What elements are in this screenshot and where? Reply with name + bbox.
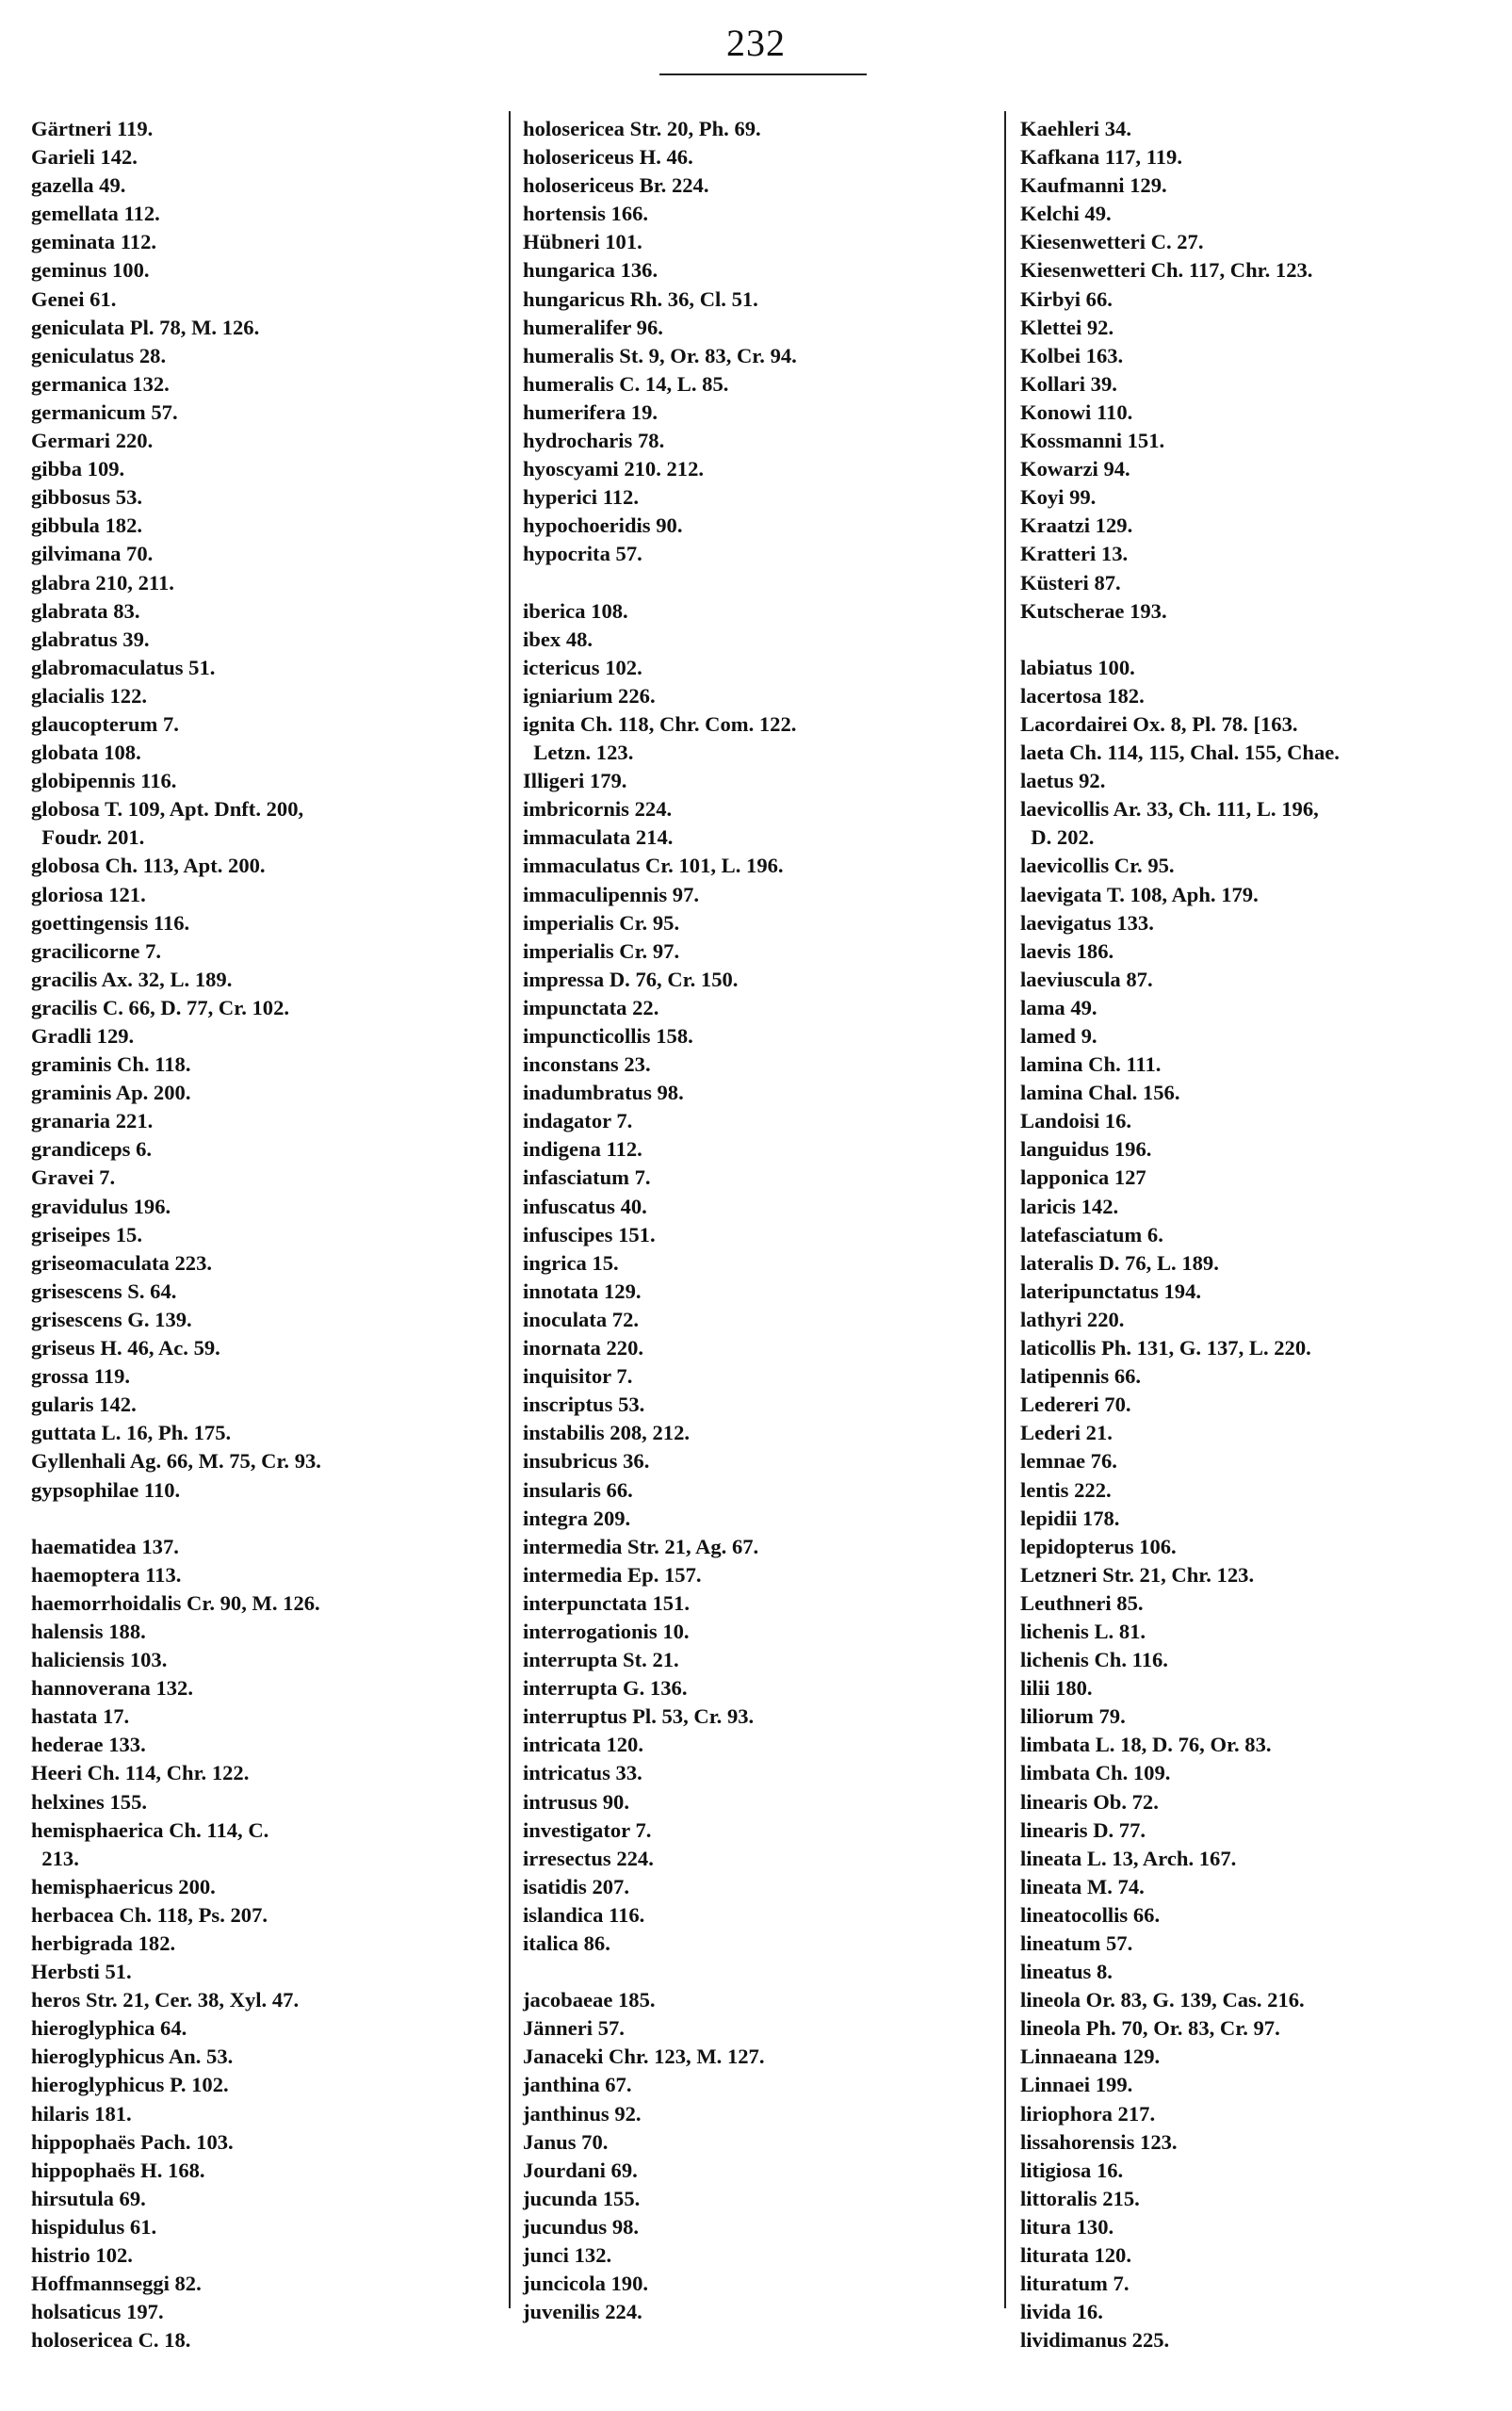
index-entry: inadumbratus 98. xyxy=(523,1081,684,1105)
index-entry: lepidopterus 106. xyxy=(1020,1534,1177,1558)
index-entry: Kossmanni 151. xyxy=(1020,429,1165,453)
index-entry: lateripunctatus 194. xyxy=(1020,1279,1202,1303)
index-entry: imbricornis 224. xyxy=(523,797,673,822)
index-entry: hemisphaerica Ch. 114, C. xyxy=(31,1817,269,1842)
index-entry: lilii 180. xyxy=(1020,1676,1093,1701)
index-entry: haemorrhoidalis Cr. 90, M. 126. xyxy=(31,1590,320,1615)
index-entry: insubricus 36. xyxy=(523,1449,650,1474)
index-entry: islandica 116. xyxy=(523,1902,645,1927)
index-entry: intermedia Ep. 157. xyxy=(523,1562,702,1587)
index-entry: igniarium 226. xyxy=(523,683,656,708)
index-entry: glabratus 39. xyxy=(31,627,150,651)
index-entry: globipennis 116. xyxy=(31,769,177,793)
index-entry: hispidulus 61. xyxy=(31,2214,157,2239)
index-entry: glabra 210, 211. xyxy=(31,570,174,595)
index-entry: lineata M. 74. xyxy=(1020,1874,1145,1898)
index-entry: juncicola 190. xyxy=(523,2272,649,2296)
index-spacer xyxy=(523,569,989,597)
index-entry: laeta Ch. 114, 115, Chal. 155, Chae. xyxy=(1020,741,1340,765)
index-entry: hieroglyphicus P. 102. xyxy=(31,2073,229,2097)
index-entry: Küsteri 87. xyxy=(1020,570,1121,595)
index-entry: instabilis 208, 212. xyxy=(523,1421,691,1445)
index-entry: geniculata Pl. 78, M. 126. xyxy=(31,315,260,339)
index-entry: intricata 120. xyxy=(523,1733,644,1757)
index-entry: laevicollis Ar. 33, Ch. 111, L. 196, xyxy=(1020,797,1319,822)
index-entry: hyoscyami 210. 212. xyxy=(523,457,705,481)
index-entry: Linnaei 199. xyxy=(1020,2073,1133,2097)
index-entry: Kafkana 117, 119. xyxy=(1020,145,1183,170)
index-entry: immaculata 214. xyxy=(523,825,674,850)
index-entry: germanicum 57. xyxy=(31,399,178,424)
index-entry: imperialis Cr. 97. xyxy=(523,938,680,963)
index-entry: graminis Ch. 118. xyxy=(31,1052,191,1077)
index-entry: holosericeus H. 46. xyxy=(523,145,693,170)
index-entry: grandiceps 6. xyxy=(31,1137,153,1162)
index-entry: herbacea Ch. 118, Ps. 207. xyxy=(31,1902,268,1927)
index-entry: lepidii 178. xyxy=(1020,1506,1120,1530)
index-entry: investigator 7. xyxy=(523,1817,652,1842)
index-entry: grossa 119. xyxy=(31,1364,131,1389)
index-entry: laticollis Ph. 131, G. 137, L. 220. xyxy=(1020,1336,1311,1360)
index-entry: globosa T. 109, Apt. Dnft. 200, xyxy=(31,797,304,822)
index-entry: griseomaculata 223. xyxy=(31,1250,213,1275)
index-entry: Lederi 21. xyxy=(1020,1421,1113,1445)
index-entry: guttata L. 16, Ph. 175. xyxy=(31,1421,232,1445)
index-entry: hyperici 112. xyxy=(523,485,640,510)
index-entry: Kiesenwetteri Ch. 117, Chr. 123. xyxy=(1020,258,1313,283)
index-entry: lapponica 127 xyxy=(1020,1165,1146,1190)
index-entry: laevigata T. 108, Aph. 179. xyxy=(1020,882,1259,906)
index-entry: jacobaeae 185. xyxy=(523,1988,656,2012)
index-entry: interrupta G. 136. xyxy=(523,1676,688,1701)
index-entry: inquisitor 7. xyxy=(523,1364,633,1389)
index-entry: haemoptera 113. xyxy=(31,1562,182,1587)
index-entry: lineola Ph. 70, Or. 83, Cr. 97. xyxy=(1020,2016,1280,2041)
index-entry: intermedia Str. 21, Ag. 67. xyxy=(523,1534,759,1558)
index-entry: italica 86. xyxy=(523,1931,610,1955)
index-entry: Garieli 142. xyxy=(31,145,138,170)
index-entry: iberica 108. xyxy=(523,598,628,623)
index-entry: ingrica 15. xyxy=(523,1250,619,1275)
index-entry: Landoisi 16. xyxy=(1020,1109,1132,1133)
index-entry: laevis 186. xyxy=(1020,938,1114,963)
index-entry: Kirbyi 66. xyxy=(1020,286,1113,311)
index-entry: gibbosus 53. xyxy=(31,485,143,510)
index-entry: gibba 109. xyxy=(31,457,125,481)
index-entry: irresectus 224. xyxy=(523,1846,654,1870)
index-entry: globata 108. xyxy=(31,741,141,765)
index-entry: holosericeus Br. 224. xyxy=(523,173,709,198)
index-entry: hydrocharis 78. xyxy=(523,429,665,453)
index-entry: jucundus 98. xyxy=(523,2214,640,2239)
index-entry: interpunctata 151. xyxy=(523,1590,690,1615)
index-entry: gravidulus 196. xyxy=(31,1194,171,1218)
index-entry: laevicollis Cr. 95. xyxy=(1020,854,1175,878)
index-entry: Lacordairei Ox. 8, Pl. 78. [163. xyxy=(1020,711,1298,736)
index-entry: limbata Ch. 109. xyxy=(1020,1761,1171,1785)
index-entry: holosericea Str. 20, Ph. 69. xyxy=(523,117,761,140)
index-entry: infuscatus 40. xyxy=(523,1194,647,1218)
index-entry: imperialis Cr. 95. xyxy=(523,910,680,935)
index-entry: Kowarzi 94. xyxy=(1020,457,1130,481)
index-entry: Janus 70. xyxy=(523,2129,609,2154)
index-entry: lividimanus 225. xyxy=(1020,2328,1170,2353)
index-entry: immaculatus Cr. 101, L. 196. xyxy=(523,854,784,878)
index-entry: gracilis Ax. 32, L. 189. xyxy=(31,967,233,991)
index-entry: holosericea C. 18. xyxy=(31,2328,191,2353)
index-entry: liturata 120. xyxy=(1020,2243,1131,2268)
index-entry: glacialis 122. xyxy=(31,683,148,708)
index-entry: hieroglyphicus An. 53. xyxy=(31,2044,234,2069)
index-spacer xyxy=(31,1505,502,1533)
index-entry: Kratteri 13. xyxy=(1020,542,1129,566)
index-entry: jucunda 155. xyxy=(523,2186,641,2210)
index-entry: liriophora 217. xyxy=(1020,2101,1156,2126)
index-entry: inconstans 23. xyxy=(523,1052,651,1077)
index-entry: lissahorensis 123. xyxy=(1020,2129,1178,2154)
index-entry: Foudr. 201. xyxy=(31,825,145,850)
index-entry: hungarica 136. xyxy=(523,258,658,283)
index-entry: lituratum 7. xyxy=(1020,2272,1130,2296)
index-entry: gularis 142. xyxy=(31,1393,137,1417)
index-entry: isatidis 207. xyxy=(523,1874,629,1898)
index-entry: Gravei 7. xyxy=(31,1165,116,1190)
index-entry: haematidea 137. xyxy=(31,1534,179,1558)
index-entry: glabrata 83. xyxy=(31,598,140,623)
index-entry: lamina Chal. 156. xyxy=(1020,1081,1180,1105)
index-entry: lathyri 220. xyxy=(1020,1307,1125,1331)
index-entry: hypochoeridis 90. xyxy=(523,513,683,538)
index-entry: intrusus 90. xyxy=(523,1789,630,1814)
index-entry: Herbsti 51. xyxy=(31,1960,132,1984)
index-entry: lichenis L. 81. xyxy=(1020,1619,1146,1643)
index-entry: languidus 196. xyxy=(1020,1137,1152,1162)
index-entry: immaculipennis 97. xyxy=(523,882,700,906)
index-entry: gypsophilae 110. xyxy=(31,1477,181,1502)
index-entry: ibex 48. xyxy=(523,627,593,651)
page-number: 232 xyxy=(726,22,786,64)
index-entry: geminata 112. xyxy=(31,230,157,254)
index-entry: laevigatus 133. xyxy=(1020,910,1154,935)
index-entry: lateralis D. 76, L. 189. xyxy=(1020,1250,1219,1275)
index-entry: humeralis St. 9, Or. 83, Cr. 94. xyxy=(523,343,797,367)
index-entry: halensis 188. xyxy=(31,1619,146,1643)
index-entry: lemnae 76. xyxy=(1020,1449,1117,1474)
index-entry: hungaricus Rh. 36, Cl. 51. xyxy=(523,286,758,311)
index-entry: granaria 221. xyxy=(31,1109,154,1133)
index-entry: humeralis C. 14, L. 85. xyxy=(523,371,729,396)
index-entry: liliorum 79. xyxy=(1020,1704,1126,1729)
index-entry: Letzneri Str. 21, Chr. 123. xyxy=(1020,1562,1255,1587)
index-entry: Genei 61. xyxy=(31,286,117,311)
index-entry: hilaris 181. xyxy=(31,2101,132,2126)
index-entry: indigena 112. xyxy=(523,1137,642,1162)
index-entry: livida 16. xyxy=(1020,2300,1103,2324)
index-entry: intricatus 33. xyxy=(523,1761,642,1785)
index-entry: Kollari 39. xyxy=(1020,371,1117,396)
index-column-1 xyxy=(31,115,502,2354)
index-entry: laetus 92. xyxy=(1020,769,1106,793)
index-entry: inoculata 72. xyxy=(523,1307,640,1331)
index-entry: laeviuscula 87. xyxy=(1020,967,1153,991)
index-entry: Linnaeana 129. xyxy=(1020,2044,1161,2069)
index-entry: innotata 129. xyxy=(523,1279,642,1303)
index-entry: Kolbei 163. xyxy=(1020,343,1124,367)
index-entry: hastata 17. xyxy=(31,1704,130,1729)
index-entry: Hoffmannseggi 82. xyxy=(31,2272,202,2296)
index-entry: geminus 100. xyxy=(31,258,150,283)
index-entry: humeralifer 96. xyxy=(523,315,663,339)
index-entry: 213. xyxy=(31,1846,79,1870)
index-entry: glaucopterum 7. xyxy=(31,711,179,736)
index-entry: Kiesenwetteri C. 27. xyxy=(1020,230,1204,254)
index-entry: Jänneri 57. xyxy=(523,2016,625,2041)
index-entry: goettingensis 116. xyxy=(31,910,190,935)
index-entry: gracilicorne 7. xyxy=(31,938,162,963)
index-entry: linearis D. 77. xyxy=(1020,1817,1146,1842)
index-entry: lineola Or. 83, G. 139, Cas. 216. xyxy=(1020,1988,1305,2012)
index-entry: Kaufmanni 129. xyxy=(1020,173,1167,198)
index-entry: infuscipes 151. xyxy=(523,1222,656,1246)
index-column-3 xyxy=(1020,115,1491,2354)
index-entry: Letzn. 123. xyxy=(523,741,634,765)
index-entry: Leuthneri 85. xyxy=(1020,1590,1144,1615)
index-entry: D. 202. xyxy=(1020,825,1095,850)
index-entry: ignita Ch. 118, Chr. Com. 122. xyxy=(523,711,797,736)
index-entry: Heeri Ch. 114, Chr. 122. xyxy=(31,1761,250,1785)
index-entry: Illigeri 179. xyxy=(523,769,627,793)
index-entry: holsaticus 197. xyxy=(31,2300,164,2324)
index-entry: lineatus 8. xyxy=(1020,1960,1113,1984)
index-entry: littoralis 215. xyxy=(1020,2186,1140,2210)
index-entry: heros Str. 21, Cer. 38, Xyl. 47. xyxy=(31,1988,300,2012)
index-entry: junci 132. xyxy=(523,2243,612,2268)
index-entry: Gärtneri 119. xyxy=(31,117,154,140)
index-spacer xyxy=(523,1958,989,1986)
index-entry: hieroglyphica 64. xyxy=(31,2016,187,2041)
index-entry: humerifera 19. xyxy=(523,399,658,424)
index-entry: integra 209. xyxy=(523,1506,631,1530)
index-entry: labiatus 100. xyxy=(1020,655,1135,679)
index-entry: lama 49. xyxy=(1020,995,1097,1019)
index-entry: gracilis C. 66, D. 77, Cr. 102. xyxy=(31,995,290,1019)
index-entry: limbata L. 18, D. 76, Or. 83. xyxy=(1020,1733,1272,1757)
index-entry: janthina 67. xyxy=(523,2073,632,2097)
index-entry: lineatum 57. xyxy=(1020,1931,1133,1955)
index-entry: histrio 102. xyxy=(31,2243,133,2268)
index-entry: inscriptus 53. xyxy=(523,1393,645,1417)
index-entry: impunctata 22. xyxy=(523,995,659,1019)
index-entry: hederae 133. xyxy=(31,1733,146,1757)
index-entry: linearis Ob. 72. xyxy=(1020,1789,1159,1814)
index-entry: Germari 220. xyxy=(31,429,154,453)
header-rule xyxy=(659,73,867,75)
index-entry: Gradli 129. xyxy=(31,1024,135,1048)
index-entry: latipennis 66. xyxy=(1020,1364,1142,1389)
index-entry: insularis 66. xyxy=(523,1477,633,1502)
index-entry: graminis Ap. 200. xyxy=(31,1081,191,1105)
index-entry: latefasciatum 6. xyxy=(1020,1222,1163,1246)
index-entry: hippophaës H. 168. xyxy=(31,2158,205,2182)
index-entry: interrogationis 10. xyxy=(523,1619,690,1643)
index-entry: glabromaculatus 51. xyxy=(31,655,216,679)
index-entry: hippophaës Pach. 103. xyxy=(31,2129,234,2154)
index-entry: Jourdani 69. xyxy=(523,2158,638,2182)
index-entry: gibbula 182. xyxy=(31,513,143,538)
index-entry: lineatocollis 66. xyxy=(1020,1902,1161,1927)
index-entry: herbigrada 182. xyxy=(31,1931,176,1955)
index-entry: Kaehleri 34. xyxy=(1020,117,1131,140)
index-entry: Kelchi 49. xyxy=(1020,202,1112,226)
index-entry: griseipes 15. xyxy=(31,1222,142,1246)
index-entry: infasciatum 7. xyxy=(523,1165,651,1190)
index-entry: juvenilis 224. xyxy=(523,2300,642,2324)
index-entry: Hübneri 101. xyxy=(523,230,642,254)
index-entry: globosa Ch. 113, Apt. 200. xyxy=(31,854,266,878)
index-entry: gemellata 112. xyxy=(31,202,160,226)
index-entry: grisescens G. 139. xyxy=(31,1307,192,1331)
index-entry: hortensis 166. xyxy=(523,202,649,226)
column-divider-1 xyxy=(509,111,511,2308)
index-entry: ictericus 102. xyxy=(523,655,642,679)
index-entry: lineata L. 13, Arch. 167. xyxy=(1020,1846,1237,1870)
index-entry: lamed 9. xyxy=(1020,1024,1097,1048)
index-entry: lichenis Ch. 116. xyxy=(1020,1648,1168,1672)
index-entry: helxines 155. xyxy=(31,1789,148,1814)
index-entry: litura 130. xyxy=(1020,2214,1114,2239)
index-entry: Ledereri 70. xyxy=(1020,1393,1131,1417)
index-entry: hirsutula 69. xyxy=(31,2186,146,2210)
index-entry: laricis 142. xyxy=(1020,1194,1119,1218)
index-entry: Kutscherae 193. xyxy=(1020,598,1167,623)
index-entry: inornata 220. xyxy=(523,1336,644,1360)
index-entry: gazella 49. xyxy=(31,173,126,198)
index-entry: interruptus Pl. 53, Cr. 93. xyxy=(523,1704,755,1729)
index-entry: interrupta St. 21. xyxy=(523,1648,679,1672)
index-entry: Janaceki Chr. 123, M. 127. xyxy=(523,2044,765,2069)
index-entry: lacertosa 182. xyxy=(1020,683,1145,708)
index-entry: gloriosa 121. xyxy=(31,882,146,906)
index-entry: Klettei 92. xyxy=(1020,315,1114,339)
column-divider-2 xyxy=(1004,111,1006,2308)
index-entry: geniculatus 28. xyxy=(31,343,167,367)
index-entry: impressa D. 76, Cr. 150. xyxy=(523,967,739,991)
index-entry: haliciensis 103. xyxy=(31,1648,168,1672)
index-entry: grisescens S. 64. xyxy=(31,1279,177,1303)
index-column-2 xyxy=(523,115,989,2326)
index-entry: griseus H. 46, Ac. 59. xyxy=(31,1336,220,1360)
index-entry: litigiosa 16. xyxy=(1020,2158,1124,2182)
index-entry: Gyllenhali Ag. 66, M. 75, Cr. 93. xyxy=(31,1449,321,1474)
index-entry: germanica 132. xyxy=(31,371,170,396)
index-entry: Konowi 110. xyxy=(1020,399,1133,424)
index-entry: Koyi 99. xyxy=(1020,485,1097,510)
index-entry: janthinus 92. xyxy=(523,2101,642,2126)
index-spacer xyxy=(1020,626,1491,654)
index-entry: impuncticollis 158. xyxy=(523,1024,693,1048)
index-entry: Kraatzi 129. xyxy=(1020,513,1133,538)
index-entry: gilvimana 70. xyxy=(31,542,154,566)
index-entry: hemisphaericus 200. xyxy=(31,1874,216,1898)
index-entry: indagator 7. xyxy=(523,1109,633,1133)
index-entry: lamina Ch. 111. xyxy=(1020,1052,1162,1077)
index-entry: hypocrita 57. xyxy=(523,542,642,566)
index-entry: hannoverana 132. xyxy=(31,1676,193,1701)
index-entry: lentis 222. xyxy=(1020,1477,1112,1502)
